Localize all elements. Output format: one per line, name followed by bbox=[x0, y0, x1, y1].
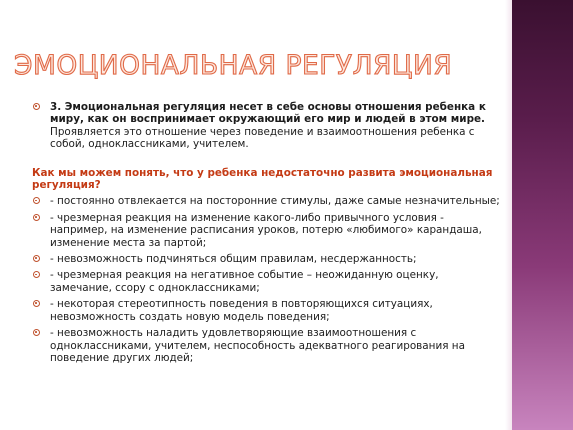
sign-text: - чрезмерная реакция на негативное событие – неожиданную оценку, замечание, ссору с одноклассниками; bbox=[50, 269, 439, 294]
sign-text: - некоторая стереотипность поведения в повторяющихся ситуациях, невозможность создать новую модель поведения; bbox=[50, 298, 433, 323]
slide-title: ЭМОЦИОНАЛЬНАЯ РЕГУЛЯЦИЯ bbox=[14, 50, 453, 81]
sign-item bbox=[32, 327, 502, 364]
circle-bullet-icon bbox=[33, 214, 40, 221]
sign-text: - постоянно отвлекается на посторонние стимулы, даже самые незначительные; bbox=[50, 195, 500, 208]
sign-text: - невозможность наладить удовлетворяющие взаимоотношения с одноклассниками, учителем, неспособность адекватного реагирования на поведение других людей; bbox=[50, 327, 465, 364]
circle-bullet-icon bbox=[33, 300, 40, 307]
circle-bullet-icon bbox=[33, 271, 40, 278]
sign-text: - чрезмерная реакция на изменение какого-либо привычного условия - например, на изменение расписания уроков, потерю «любимого» карандаша, изменение места за партой; bbox=[50, 211, 482, 249]
sign-item bbox=[32, 253, 502, 265]
circle-bullet-icon bbox=[33, 255, 40, 262]
sign-item bbox=[32, 212, 502, 249]
intro-bold-text: 3. Эмоциональная регуляция несет в себе основы отношения ребенка к миру, как он воспринимает окружающий его мир и людей в этом мире. bbox=[50, 101, 486, 126]
question-heading: Как мы можем понять, что у ребенка недостаточно развита эмоциональная регуляция? bbox=[32, 166, 493, 192]
intro-text: Проявляется это отношение через поведение и взаимоотношения ребенка с собой, одноклассниками, учителем. bbox=[50, 125, 475, 151]
intro-item bbox=[32, 101, 502, 151]
side-panel-edge bbox=[505, 0, 512, 430]
side-panel bbox=[512, 0, 573, 430]
slide-content bbox=[32, 101, 502, 364]
circle-bullet-icon bbox=[33, 197, 40, 204]
sign-item bbox=[32, 298, 502, 323]
circle-bullet-icon bbox=[33, 329, 40, 336]
circle-bullet-icon bbox=[33, 103, 40, 110]
sign-item bbox=[32, 269, 502, 294]
sign-item bbox=[32, 195, 502, 207]
sign-text: - невозможность подчиняться общим правилам, несдержанность; bbox=[50, 253, 417, 266]
